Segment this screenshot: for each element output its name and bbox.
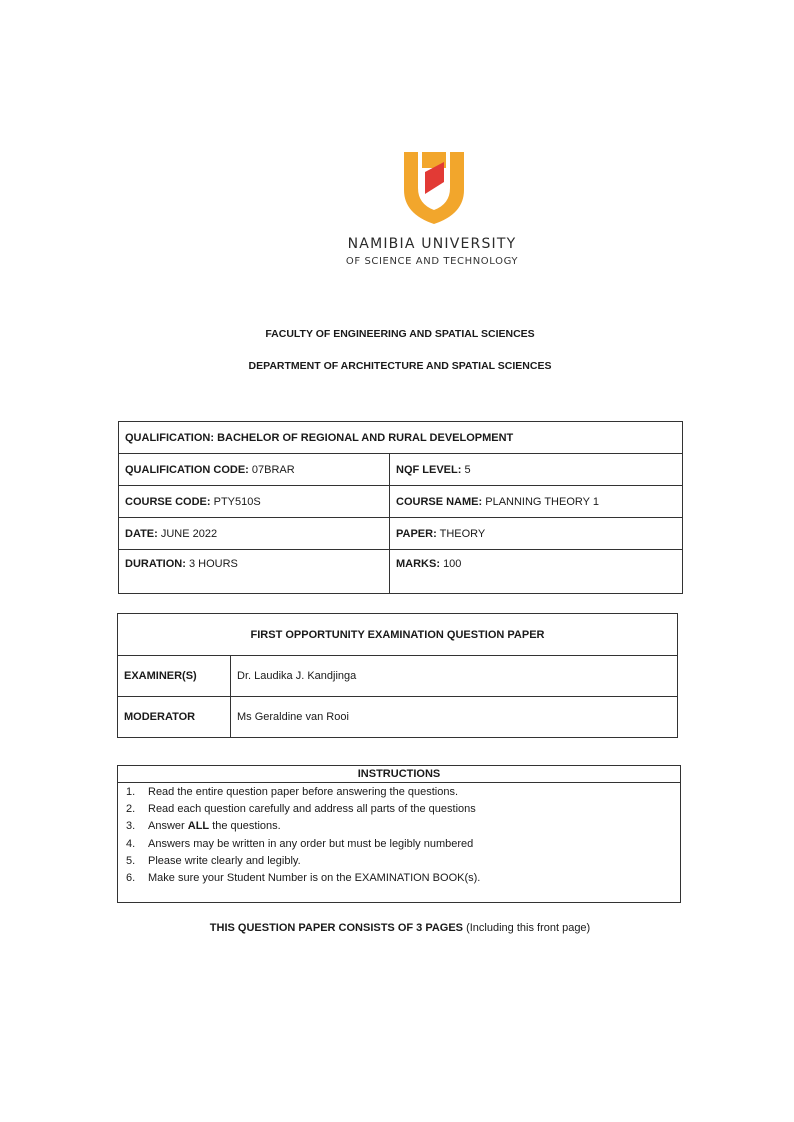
faculty-heading: FACULTY OF ENGINEERING AND SPATIAL SCIENCES — [265, 328, 535, 340]
examiner-table — [117, 613, 678, 738]
item-number: 5. — [126, 854, 136, 867]
university-name: NAMIBIA UNIVERSITY — [347, 236, 517, 252]
course-code-label: COURSE CODE: — [125, 495, 211, 508]
duration-value: 3 HOURS — [188, 558, 238, 570]
department-heading: DEPARTMENT OF ARCHITECTURE AND SPATIAL SCIENCES — [248, 360, 552, 372]
list-item — [118, 818, 680, 835]
item-text: Answers may be written in any order but must be legibly numbered — [148, 837, 474, 850]
qualification-value: BACHELOR OF REGIONAL AND RURAL DEVELOPMENT — [217, 431, 514, 444]
table-row — [119, 454, 683, 486]
page-count-note — [0, 922, 794, 934]
page-count-bold: THIS QUESTION PAPER CONSISTS OF 3 PAGES — [209, 922, 464, 934]
item-text: Read each question carefully and address all parts of the questions — [148, 803, 476, 816]
marks-cell — [390, 550, 683, 594]
qualification-code-value: 07BRAR — [251, 463, 295, 476]
qualification-cell — [119, 422, 683, 454]
marks-value: 100 — [443, 558, 462, 570]
paper-value: THEORY — [439, 527, 486, 540]
duration-cell — [119, 550, 390, 594]
examiner-label: EXAMINER(S) — [118, 656, 231, 697]
date-cell — [119, 518, 390, 550]
moderator-value: Ms Geraldine van Rooi — [231, 697, 678, 738]
page-count-normal: (Including this front page) — [463, 922, 591, 934]
qualification-table — [118, 421, 683, 594]
table-row — [118, 697, 678, 738]
item-text-post: the questions. — [209, 820, 281, 833]
course-name-label: COURSE NAME: — [396, 495, 483, 508]
table-row — [118, 656, 678, 697]
nqf-level-label: NQF LEVEL: — [396, 463, 462, 476]
marks-label: MARKS: — [396, 558, 440, 570]
item-text: Please write clearly and legibly. — [148, 854, 301, 867]
exam-title: FIRST OPPORTUNITY EXAMINATION QUESTION PAPER — [118, 614, 678, 656]
table-row — [119, 486, 683, 518]
course-code-value: PTY510S — [213, 495, 261, 508]
nqf-level-value: 5 — [464, 463, 471, 476]
duration-label: DURATION: — [125, 558, 186, 570]
course-code-cell — [119, 486, 390, 518]
examiner-value: Dr. Laudika J. Kandjinga — [231, 656, 678, 697]
university-logo-icon — [400, 148, 468, 226]
university-subtitle: OF SCIENCE AND TECHNOLOGY — [345, 256, 519, 267]
qualification-code-label: QUALIFICATION CODE: — [125, 463, 249, 476]
item-number: 1. — [126, 786, 136, 798]
paper-label: PAPER: — [396, 527, 437, 540]
moderator-label: MODERATOR — [118, 697, 231, 738]
nqf-level-cell — [390, 454, 683, 486]
table-row — [118, 614, 678, 656]
table-row — [119, 550, 683, 594]
item-text: Make sure your Student Number is on the EXAMINATION BOOK(s). — [148, 871, 481, 884]
table-row — [119, 518, 683, 550]
course-name-cell — [390, 486, 683, 518]
item-text: Answer — [148, 820, 188, 833]
paper-cell — [390, 518, 683, 550]
list-item — [118, 784, 680, 801]
course-name-value: PLANNING THEORY 1 — [485, 495, 599, 508]
item-number: 6. — [126, 871, 136, 884]
list-item — [118, 836, 680, 853]
item-text-bold: ALL — [187, 820, 210, 833]
item-number: 4. — [126, 837, 136, 850]
instructions-box — [117, 765, 681, 903]
table-row — [119, 422, 683, 454]
item-number: 2. — [126, 803, 136, 816]
item-text: Read the entire question paper before answering the questions. — [148, 786, 459, 798]
instructions-title: INSTRUCTIONS — [118, 766, 680, 783]
date-value: JUNE 2022 — [160, 527, 218, 540]
list-item — [118, 870, 680, 887]
date-label: DATE: — [125, 527, 158, 540]
qualification-code-cell — [119, 454, 390, 486]
item-number: 3. — [126, 820, 136, 833]
list-item — [118, 801, 680, 818]
qualification-label: QUALIFICATION: — [125, 431, 215, 444]
instructions-list — [118, 783, 680, 887]
list-item — [118, 853, 680, 870]
